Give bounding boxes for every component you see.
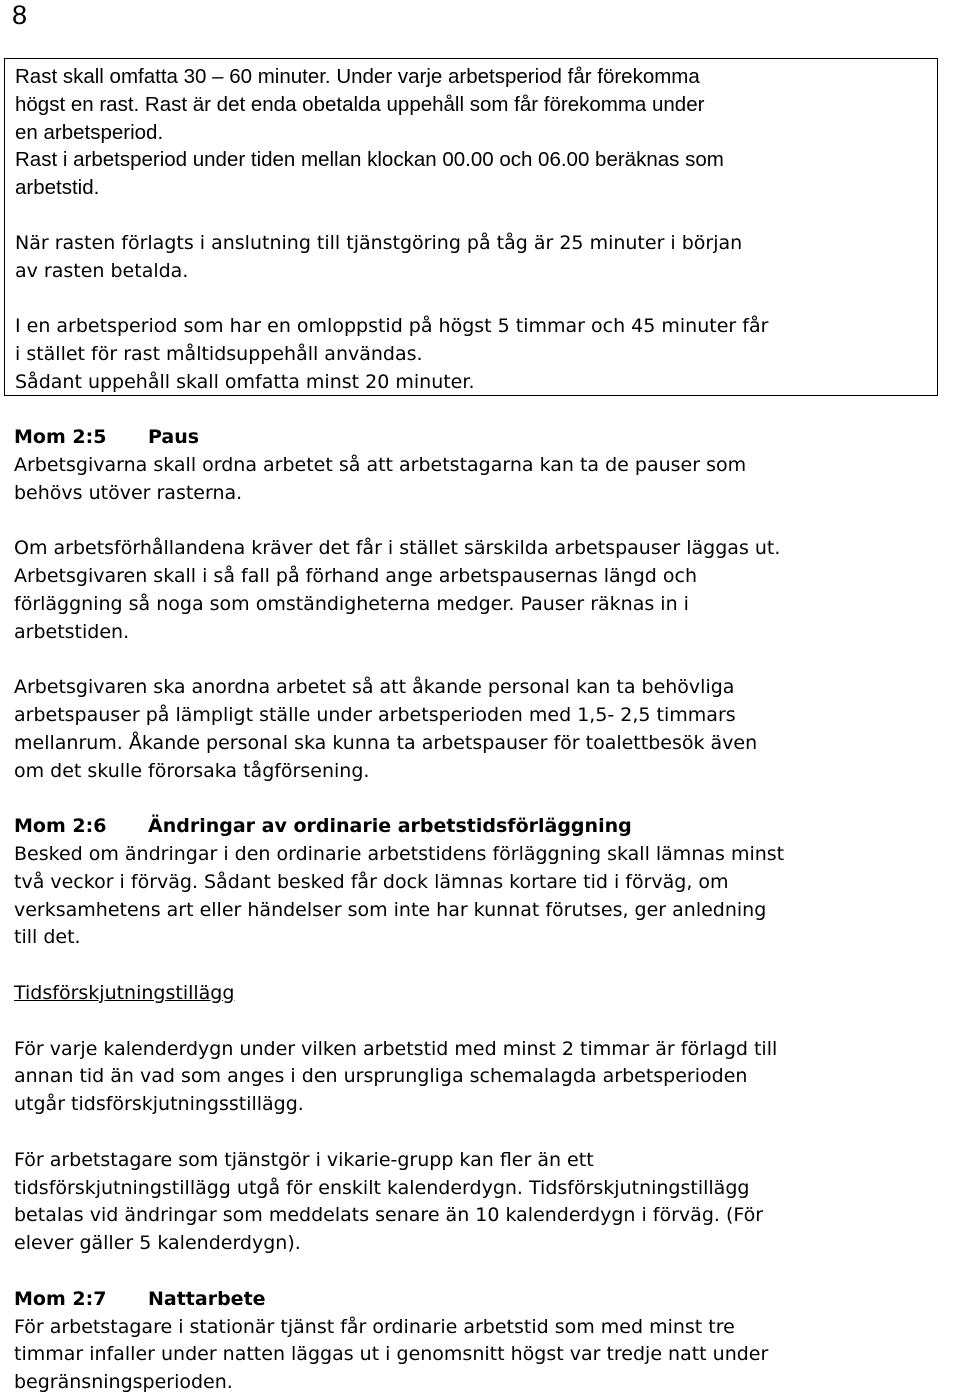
- text-line: timmar infaller under natten läggas ut i genomsnitt högst var tredje natt under: [14, 1343, 769, 1366]
- text-line: betalas vid ändringar som meddelats senare än 10 kalenderdygn i förväg. (För: [14, 1204, 764, 1227]
- text-line: verksamhetens art eller händelser som inte har kunnat förutses, ger anledning: [14, 898, 767, 921]
- text-line: För arbetstagare som tjänstgör i vikarie-grupp kan fler än ett: [14, 1148, 594, 1171]
- text-line: förläggning så noga som omständigheterna medger. Pauser räknas in i: [14, 592, 689, 615]
- text-line: begränsningsperioden.: [14, 1371, 233, 1394]
- text-line: För varje kalenderdygn under vilken arbetstid med minst 2 timmar är förlagd till: [14, 1037, 778, 1060]
- rules-box: [4, 58, 938, 396]
- text-line: mellanrum. Åkande personal ska kunna ta arbetspauser för toalettbesök även: [14, 731, 758, 754]
- section-title: Ändringar av ordinarie arbetstidsförläggning: [148, 815, 632, 838]
- box-line: Sådant uppehåll skall omfatta minst 20 minuter.: [15, 370, 475, 393]
- box-line: När rasten förlagts i anslutning till tjänstgöring på tåg är 25 minuter i början: [15, 231, 743, 254]
- box-line: av rasten betalda.: [15, 259, 189, 282]
- box-line: Rast skall omfatta 30 – 60 minuter. Under varje arbetsperiod får förekomma: [15, 65, 700, 88]
- section-number: Mom 2:6: [14, 815, 107, 838]
- text-line: utgår tidsförskjutningsstillägg.: [14, 1093, 304, 1116]
- text-line: arbetspauser på lämpligt ställe under arbetsperioden med 1,5- 2,5 timmars: [14, 703, 736, 726]
- box-line: en arbetsperiod.: [15, 120, 164, 144]
- text-line: två veckor i förväg. Sådant besked får dock lämnas kortare tid i förväg, om: [14, 870, 729, 893]
- box-line: högst en rast. Rast är det enda obetalda uppehåll som får förekomma under: [15, 92, 705, 116]
- box-line: I en arbetsperiod som har en omloppstid på högst 5 timmar och 45 minuter får: [15, 315, 769, 338]
- section-heading-mom-2-7: [14, 1286, 949, 1314]
- text-line: Arbetsgivarna skall ordna arbetet så att arbetstagarna kan ta de pauser som: [14, 453, 747, 476]
- section-heading-mom-2-6: [14, 813, 949, 841]
- text-line: annan tid än vad som anges i den ursprungliga schemalagda arbetsperioden: [14, 1065, 748, 1088]
- text-line: Arbetsgivaren skall i så fall på förhand ange arbetspausernas längd och: [14, 564, 697, 587]
- text-line: För arbetstagare i stationär tjänst får ordinarie arbetstid som med minst tre: [14, 1315, 735, 1338]
- text-line: till det.: [14, 926, 81, 949]
- text-line: elever gäller 5 kalenderdygn).: [14, 1232, 301, 1255]
- text-line: behövs utöver rasterna.: [14, 481, 243, 504]
- box-line: Rast i arbetsperiod under tiden mellan klockan 00.00 och 06.00 beräknas som: [15, 148, 724, 172]
- text-line: om det skulle förorsaka tågförsening.: [14, 759, 370, 782]
- text-line: tidsförskjutningstillägg utgå för enskilt kalenderdygn. Tidsförskjutningstillägg: [14, 1176, 750, 1199]
- document-body: [14, 424, 949, 1397]
- text-line: Arbetsgivaren ska anordna arbetet så att åkande personal kan ta behövliga: [14, 676, 735, 699]
- sub-heading-tidsforskjutningstillagg: Tidsförskjutningstillägg: [14, 981, 235, 1004]
- text-line: Besked om ändringar i den ordinarie arbetstidens förläggning skall lämnas minst: [14, 842, 785, 865]
- section-number: Mom 2:5: [14, 426, 107, 448]
- section-title: Nattarbete: [148, 1287, 266, 1310]
- section-number: Mom 2:7: [14, 1287, 107, 1310]
- text-line: arbetstiden.: [14, 620, 130, 643]
- section-heading-mom-2-5: [14, 424, 949, 452]
- text-line: Om arbetsförhållandena kräver det får i stället särskilda arbetspauser läggas ut.: [14, 537, 781, 560]
- section-title: Paus: [148, 426, 200, 448]
- page-number: 8: [12, 0, 28, 30]
- box-line: i stället för rast måltidsuppehåll användas.: [15, 342, 423, 365]
- box-line: arbetstid.: [15, 176, 100, 200]
